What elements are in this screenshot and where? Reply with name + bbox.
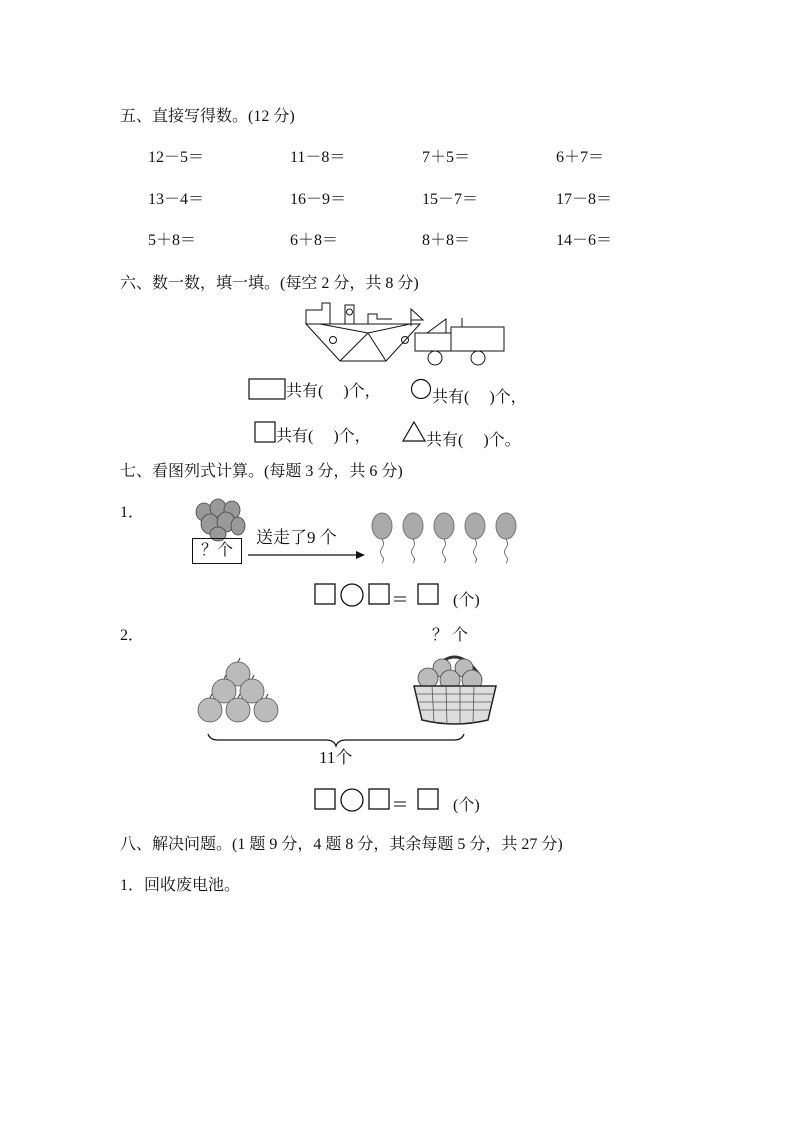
arithmetic-problem: 11－8＝ [290,149,346,166]
arithmetic-problem: 6＋8＝ [290,232,339,249]
section5-heading: 五、直接写得数。(12 分) [120,108,295,125]
arithmetic-problem: 5＋8＝ [148,232,197,249]
balloon-icon [372,513,392,563]
q1-number: 1． [120,504,145,521]
apple-pyramid [196,660,286,726]
remaining-balloons [366,510,522,565]
arrow-icon [248,550,366,560]
balloon-icon [403,513,423,563]
total-brace [206,732,466,748]
answer-box[interactable] [418,789,438,809]
section7-heading: 七、看图列式计算。(每题 3 分，共 6 分) [120,463,403,480]
equation-2 [314,787,494,818]
q2-number: 2． [120,627,145,644]
arithmetic-problem: 16－9＝ [290,191,347,208]
equals-sign [394,597,406,601]
circle-icon [410,389,432,406]
rectangle-icon [248,383,286,400]
operator-circle[interactable] [341,584,363,606]
answer-box[interactable] [369,789,389,809]
section6-heading: 六、数一数，填一填。(每空 2 分，共 8 分) [120,275,419,292]
arithmetic-problem: 8＋8＝ [422,232,471,249]
basket-label: ？ 个 [432,627,469,644]
arithmetic-problem: 12－5＝ [148,149,205,166]
ship-and-truck-figure [300,300,510,370]
section8-heading: 八、解决问题。(1 题 9 分，4 题 8 分，其余每题 5 分，共 27 分) [120,836,563,853]
answer-box[interactable] [418,584,438,604]
answer-box[interactable] [315,584,335,604]
fill-blank-text: 共有( )个。 [426,432,521,449]
answer-box[interactable] [369,584,389,604]
operator-circle[interactable] [341,789,363,811]
unit-label: (个) [453,797,480,814]
fill-blank-text: 共有( )个， [432,389,527,406]
balloon-icon [434,513,454,563]
equation-1 [314,582,494,613]
fill-blank-text: 共有( )个， [286,383,381,400]
shape-count-item [254,421,371,447]
shape-count-item [402,421,521,451]
arithmetic-problem: 7＋5＝ [422,149,471,166]
arrow-label: 送走了9 个 [256,528,337,547]
unit-label: (个) [453,592,480,609]
unknown-count-box: ？个 [192,538,242,564]
triangle-icon [402,432,426,449]
square-icon [254,428,276,445]
total-label: 11个 [319,748,353,767]
shape-count-item [248,378,381,402]
balloon-icon [465,513,485,563]
balloon-bunch-icon [192,498,248,540]
arithmetic-problem: 13－4＝ [148,191,205,208]
answer-box[interactable] [315,789,335,809]
arithmetic-problem: 14－6＝ [556,232,613,249]
arithmetic-problem: 15－7＝ [422,191,479,208]
equals-sign [394,802,406,806]
section8-question-1: 1．回收废电池。 [120,877,241,894]
arithmetic-problem: 17－8＝ [556,191,613,208]
apple-basket-icon [412,646,498,726]
arithmetic-problem: 6＋7＝ [556,149,605,166]
fill-blank-text: 共有( )个， [276,428,371,445]
balloon-icon [496,513,516,563]
shape-count-item [410,378,527,408]
